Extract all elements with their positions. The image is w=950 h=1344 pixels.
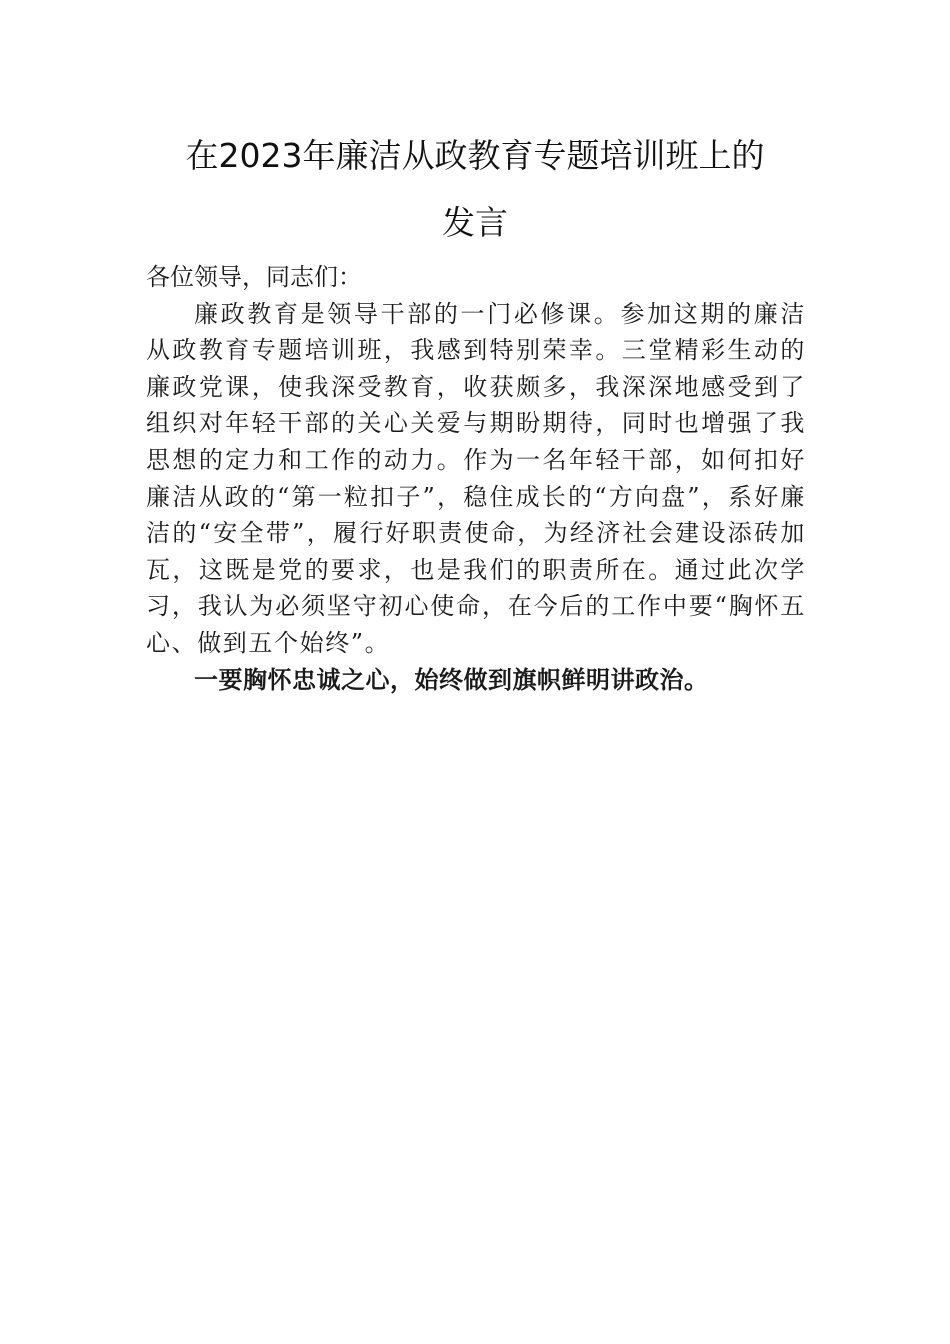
document-title-line-2: 发言	[442, 203, 508, 242]
paragraph-1: 廉政教育是领导干部的一门必修课。参加这期的廉洁从政教育专题培训班，我感到特别荣幸。三堂精彩生动的廉政党课，使我深受教育，收获颇多，我深深地感受到了组织对年轻干部的关心关爱与期盼期待，同时也增强了我思想的定力和工作的动力。作为一名年轻干部，如何扣好廉洁从政的“第一粒扣子”，稳住成长的“方向盘”，系好廉洁的“安全带”，履行好职责使命，为经济社会建设添砖加瓦，这既是党的要求，也是我们的职责所在。通过此次学习，我认为必须坚守初心使命，在今后的工作中要“胸怀五心、做到五个始终”。	[146, 299, 806, 657]
document-body	[146, 259, 806, 698]
document-title-line-1: 在2023年廉洁从政教育专题培训班上的	[185, 136, 765, 175]
section-heading-1: 一要胸怀忠诚之心，始终做到旗帜鲜明讲政治。	[194, 664, 709, 694]
salutation: 各位领导，同志们：	[146, 263, 362, 291]
